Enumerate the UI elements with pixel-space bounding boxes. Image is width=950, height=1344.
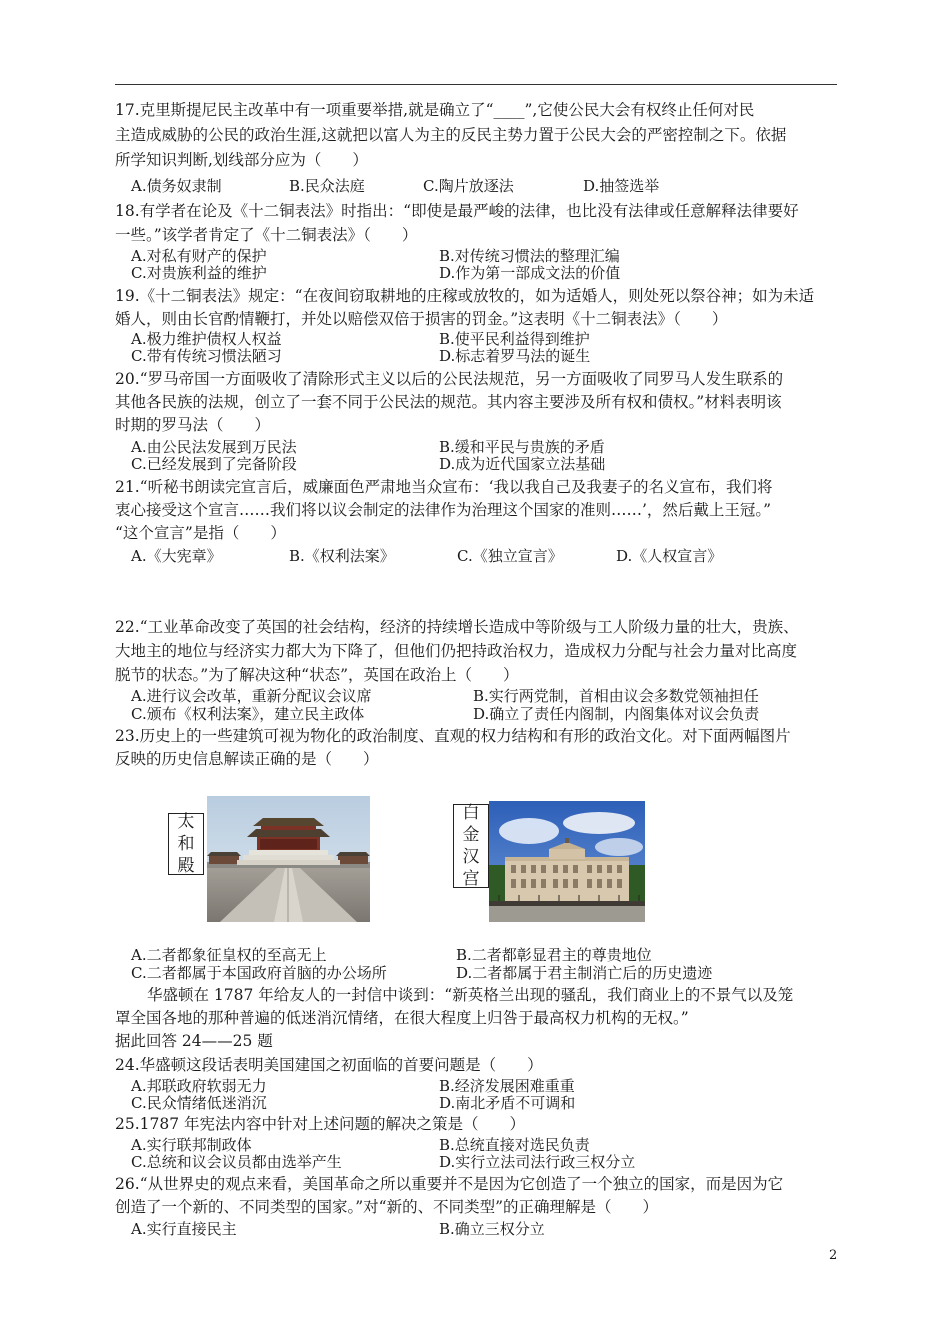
q18-option-c: C.对贵族利益的维护 (131, 264, 267, 282)
header-rule (115, 84, 837, 85)
q22-option-d: D.确立了责任内阁制，内阁集体对议会负责 (473, 705, 760, 723)
q22-line1: 22.“工业革命改变了英国的社会结构，经济的持续增长造成中等阶级与工人阶级力量的壮大，贵族、 (115, 618, 799, 636)
q17-option-c: C.陶片放逐法 (423, 177, 514, 195)
label-char: 太 (177, 812, 195, 832)
label-char: 白 (462, 803, 480, 823)
label-char: 金 (462, 825, 480, 845)
q20-option-c: C.已经发展到了完备阶段 (131, 455, 297, 473)
q20-option-d: D.成为近代国家立法基础 (439, 455, 606, 473)
q21-option-b: B.《权利法案》 (289, 547, 395, 565)
q21-line1: 21.“听秘书朗读完宣言后，威廉面色严肃地当众宣布：‘我以我自己及我妻子的名义宣布，我们将 (115, 478, 773, 496)
q24-option-b: B.经济发展困难重重 (439, 1077, 575, 1095)
q26-option-a: A.实行直接民主 (131, 1220, 237, 1238)
q18-option-b: B.对传统习惯法的整理汇编 (439, 247, 620, 265)
q20-option-b: B.缓和平民与贵族的矛盾 (439, 438, 605, 456)
q19-option-a: A.极力维护债权人权益 (131, 330, 282, 348)
label-taihedian (168, 813, 204, 875)
q22-line2: 大地主的地位与经济实力都大为下降了，但他们仍把持政治权力，造成权力分配与社会力量对比高度 (115, 642, 798, 660)
taihedian-photo (207, 796, 370, 922)
q23-option-c: C.二者都属于本国政府首脑的办公场所 (131, 964, 387, 982)
q23-line2: 反映的历史信息解读正确的是（ ） (115, 750, 379, 768)
q17-line2: 主造成威胁的公民的政治生涯,这就把以富人为主的反民主势力置于公民大会的严密控制之下。依据 (115, 126, 787, 144)
label-buckingham (453, 804, 489, 888)
q19-option-d: D.标志着罗马法的诞生 (439, 347, 591, 365)
q19-line1: 19.《十二铜表法》规定：“在夜间窃取耕地的庄稼或放牧的，如为适婚人，则处死以祭谷神；如为未适 (115, 287, 815, 305)
q18-option-d: D.作为第一部成文法的价值 (439, 264, 621, 282)
q22-line3: 脱节的状态。”为了解决这种“状态”，英国在政治上（ ） (115, 666, 519, 684)
q23-option-d: D.二者都属于君主制消亡后的历史遗迹 (456, 964, 713, 982)
q24-option-c: C.民众情绪低迷消沉 (131, 1094, 267, 1112)
q19-option-c: C.带有传统习惯法陋习 (131, 347, 282, 365)
q23-line1: 23.历史上的一些建筑可视为物化的政治制度、直观的权力结构和有形的政治文化。对下面两幅图片 (115, 727, 791, 745)
q23-option-a: A.二者都象征皇权的至高无上 (131, 946, 327, 964)
q19-option-b: B.使平民利益得到维护 (439, 330, 590, 348)
passage-line1: 华盛顿在 1787 年给友人的一封信中谈到：“新英格兰出现的骚乱，我们商业上的不景气以及笼 (147, 986, 794, 1004)
q25-option-c: C.总统和议会议员都由选举产生 (131, 1153, 342, 1171)
q22-option-a: A.进行议会改革，重新分配议会议席 (131, 687, 372, 705)
q20-option-a: A.由公民法发展到万民法 (131, 438, 297, 456)
q20-line2: 其他各民族的法规，创立了一套不同于公民法的规范。其内容主要涉及所有权和债权。”材料表明该 (115, 393, 782, 411)
passage-line2: 罩全国各地的那种普遍的低迷消沉情绪，在很大程度上归咎于最高权力机构的无权。” (115, 1009, 689, 1027)
q18-line1: 18.有学者在论及《十二铜表法》时指出：“即使是最严峻的法律，也比没有法律或任意解释法律要好 (115, 202, 799, 220)
q26-option-b: B.确立三权分立 (439, 1220, 545, 1238)
q19-line2: 婚人，则由长官酌情鞭打，并处以赔偿双倍于损害的罚金。”这表明《十二铜表法》（ ） (115, 310, 728, 328)
q17-option-d: D.抽签选举 (583, 177, 660, 195)
q25-option-d: D.实行立法司法行政三权分立 (439, 1153, 636, 1171)
q22-option-c: C.颁布《权利法案》，建立民主政体 (131, 705, 365, 723)
q21-option-a: A.《大宪章》 (131, 547, 222, 565)
q24-option-d: D.南北矛盾不可调和 (439, 1094, 576, 1112)
q25-line1: 25.1787 年宪法内容中针对上述问题的解决之策是（ ） (115, 1115, 526, 1133)
q17-line3: 所学知识判断,划线部分应为（ ） (115, 151, 368, 169)
q21-option-d: D.《人权宣言》 (616, 547, 723, 565)
q21-option-c: C.《独立宣言》 (457, 547, 563, 565)
q26-line1: 26.“从世界史的观点来看，美国革命之所以重要并不是因为它创造了一个独立的国家，而是因为它 (115, 1175, 784, 1193)
passage-instruction: 据此回答 24——25 题 (115, 1032, 273, 1050)
q18-line2: 一些。”该学者肯定了《十二铜表法》（ ） (115, 226, 418, 244)
label-char: 殿 (177, 856, 195, 876)
q17-option-a: A.债务奴隶制 (131, 177, 222, 195)
buckingham-image (489, 801, 645, 922)
q21-line3: “这个宣言”是指（ ） (115, 524, 286, 542)
q17-line1: 17.克里斯提尼民主改革中有一项重要举措,就是确立了“____”,它使公民大会有权终止任何对民 (115, 101, 755, 119)
label-char: 汉 (462, 847, 480, 867)
q18-option-a: A.对私有财产的保护 (131, 247, 267, 265)
q20-line3: 时期的罗马法（ ） (115, 416, 271, 434)
q25-option-a: A.实行联邦制政体 (131, 1136, 252, 1154)
q21-line2: 衷心接受这个宣言……我们将以议会制定的法律作为治理这个国家的准则……’，然后戴上王冠。” (115, 501, 772, 519)
q25-option-b: B.总统直接对选民负责 (439, 1136, 590, 1154)
q20-line1: 20.“罗马帝国一方面吸收了清除形式主义以后的公民法规范，另一方面吸收了同罗马人发生联系的 (115, 370, 784, 388)
label-char: 宫 (462, 869, 480, 889)
palace-image (207, 796, 370, 922)
q23-option-b: B.二者都彰显君主的尊贵地位 (456, 946, 652, 964)
buckingham-photo (489, 801, 645, 922)
q22-option-b: B.实行两党制，首相由议会多数党领袖担任 (473, 687, 759, 705)
label-char: 和 (177, 834, 195, 854)
q26-line2: 创造了一个新的、不同类型的国家。”对“新的、不同类型”的正确理解是（ ） (115, 1198, 659, 1216)
q24-line1: 24.华盛顿这段话表明美国建国之初面临的首要问题是（ ） (115, 1056, 543, 1074)
q24-option-a: A.邦联政府软弱无力 (131, 1077, 267, 1095)
page-number: 2 (829, 1248, 838, 1263)
q17-option-b: B.民众法庭 (289, 177, 365, 195)
